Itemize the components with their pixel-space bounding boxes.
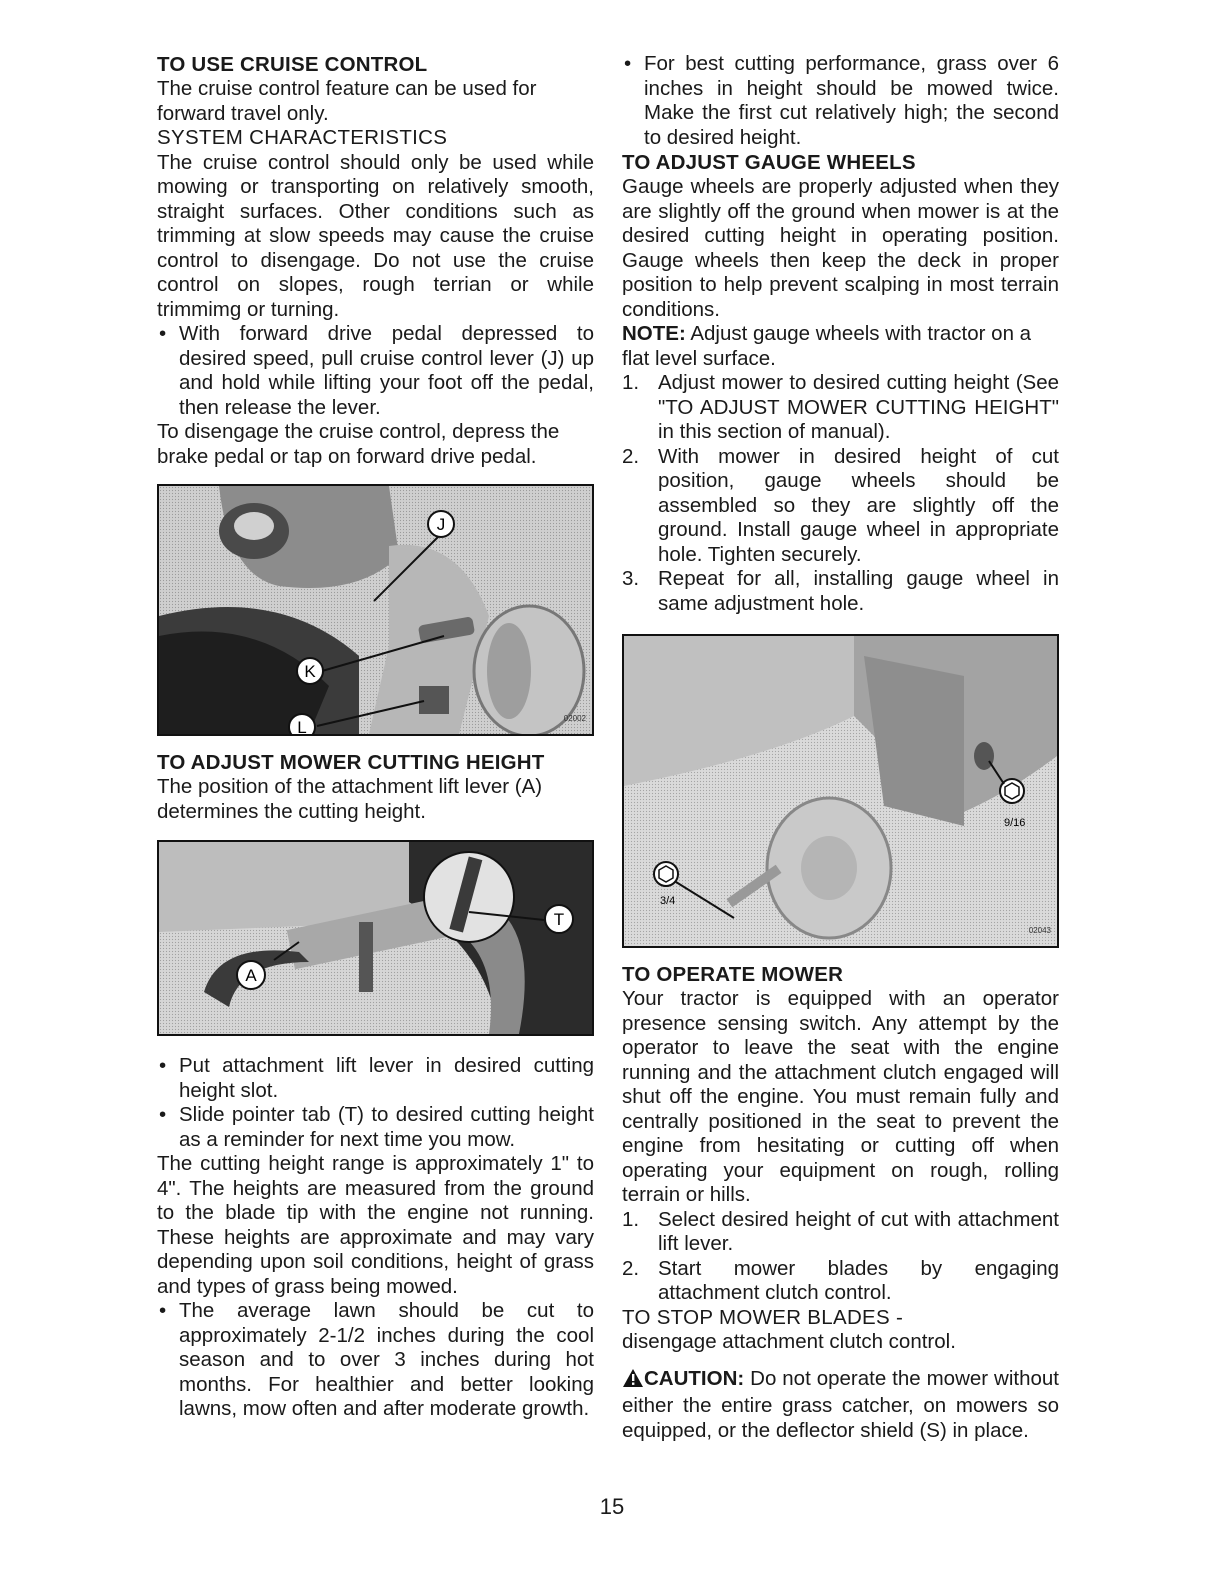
- step-text: Repeat for all, installing gauge wheel in same adjustment hole.: [658, 567, 1059, 615]
- step-text: Start mower blades by engaging attachment clutch control.: [658, 1256, 1059, 1304]
- left-column: [157, 52, 594, 1422]
- stop-blades-heading: TO STOP MOWER BLADES -: [622, 1305, 904, 1329]
- gauge-note: [622, 322, 1059, 371]
- lift-lever-illustration: [159, 842, 592, 1034]
- cruise-control-heading: TO USE CRUISE CONTROL: [157, 53, 428, 76]
- right-column: [622, 52, 1059, 1443]
- cruise-bullet: • With forward drive pedal depressed to desired speed, pull cruise control lever (J) up and hold while lifting your foot off the pedal, then release the lever.: [157, 322, 594, 420]
- note-text: Adjust gauge wheels with tractor on a flat level surface.: [622, 322, 1032, 370]
- figure-code: 02043: [1028, 925, 1051, 935]
- step-text: Adjust mower to desired cutting height (See "TO ADJUST MOWER CUTTING HEIGHT" in this section of manual).: [658, 371, 1059, 443]
- gauge-steps-list: [622, 371, 1059, 616]
- gauge-wheels-heading: TO ADJUST GAUGE WHEELS: [622, 151, 916, 174]
- step-text: Select desired height of cut with attachment lift lever.: [658, 1207, 1059, 1255]
- label-j: J: [436, 515, 446, 534]
- wrench-size-small: 3/4: [660, 895, 676, 907]
- label-l: L: [297, 718, 307, 734]
- operate-step: [622, 1208, 1059, 1257]
- wrench-size-large: 9/16: [1004, 817, 1026, 829]
- gauge-wheel-illustration: [624, 636, 1057, 946]
- disengage-text: To disengage the cruise control, depress the brake pedal or tap on forward drive pedal.: [157, 420, 560, 468]
- note-label: NOTE:: [622, 322, 686, 345]
- system-characteristics-text: The cruise control should only be used while mowing or transporting on relatively smooth, straight surfaces. Other conditions such as trimming at slow speeds may cause the cruise control to disengage. Do not use the cruise control on slopes, rough terrian or while trimmimg or turning.: [157, 150, 594, 321]
- gauge-wheel-figure: [622, 634, 1059, 948]
- operate-steps-list: [622, 1208, 1059, 1306]
- gauge-wheels-text: Gauge wheels are properly adjusted when they are slightly off the ground when mower is at the desired cutting height in operating position. Gauge wheels then keep the deck in proper position to help prevent scalping in most terrain conditions.: [622, 175, 1059, 321]
- label-k: K: [304, 662, 316, 681]
- lift-lever-figure: [157, 840, 594, 1036]
- step-text: With mower in desired height of cut position, gauge wheels should be assembled so they are slightly off the ground. Install gauge wheel in appropriate hole. Tighten securely.: [658, 444, 1059, 566]
- gauge-step: [622, 371, 1059, 445]
- step-number: 2.: [622, 444, 640, 468]
- performance-bullet: • For best cutting performance, grass over 6 inches in height should be mowed twice. Make the first cut relatively high; the second to desired height.: [622, 52, 1059, 150]
- cutting-height-heading: TO ADJUST MOWER CUTTING HEIGHT: [157, 751, 545, 774]
- step-number: 3.: [622, 567, 640, 590]
- figure-code: 02002: [563, 713, 586, 723]
- cruise-control-illustration: [159, 486, 592, 734]
- operate-step: [622, 1257, 1059, 1306]
- height-bullet-2: • Slide pointer tab (T) to desired cutting height as a reminder for next time you mow.: [157, 1103, 594, 1152]
- cruise-control-figure: [157, 484, 594, 736]
- cutting-height-intro: The position of the attachment lift lever (A) determines the cutting height.: [157, 775, 543, 823]
- lawn-bullet: • The average lawn should be cut to approximately 2-1/2 inches during the cool season and to over 3 inches during hot months. For healthier and better looking lawns, mow often and after moderate growth.: [157, 1299, 594, 1422]
- warning-triangle-icon: [622, 1368, 644, 1395]
- gauge-step: [622, 445, 1059, 568]
- cruise-intro: The cruise control feature can be used for forward travel only.: [157, 77, 537, 125]
- gauge-step: [622, 567, 1059, 616]
- stop-blades-text: disengage attachment clutch control.: [622, 1330, 956, 1353]
- label-t: T: [553, 910, 565, 929]
- page-number: 15: [599, 1494, 625, 1519]
- caution-paragraph: [622, 1367, 1059, 1444]
- operate-mower-text: Your tractor is equipped with an operator presence sensing switch. Any attempt by the operator to leave the seat with the engine running and the attachment clutch engaged will shut off the engine. You must remain fully and centrally positioned in the seat to prevent the engine from hesitating or cutting off when operating your equipment on rough, rolling terrain or hills.: [622, 987, 1059, 1206]
- step-number: 1.: [622, 371, 640, 394]
- step-number: 1.: [622, 1207, 640, 1231]
- system-characteristics-heading: SYSTEM CHARACTERISTICS: [157, 126, 448, 149]
- operate-mower-heading: TO OPERATE MOWER: [622, 963, 844, 986]
- caution-text: Do not operate the mower without either the entire grass catcher, on mowers so equipped, or the deflector shield (S) in place.: [622, 1366, 1059, 1442]
- height-bullet-1: • Put attachment lift lever in desired cutting height slot.: [157, 1054, 594, 1103]
- step-number: 2.: [622, 1256, 640, 1280]
- label-a: A: [245, 966, 257, 985]
- cutting-range-text: The cutting height range is approximately 1" to 4". The heights are measured from the ground to the blade tip with the engine not running. These heights are approximate and may vary depending upon soil conditions, height of grass and types of grass being mowed.: [157, 1152, 594, 1298]
- caution-label: CAUTION:: [644, 1366, 745, 1390]
